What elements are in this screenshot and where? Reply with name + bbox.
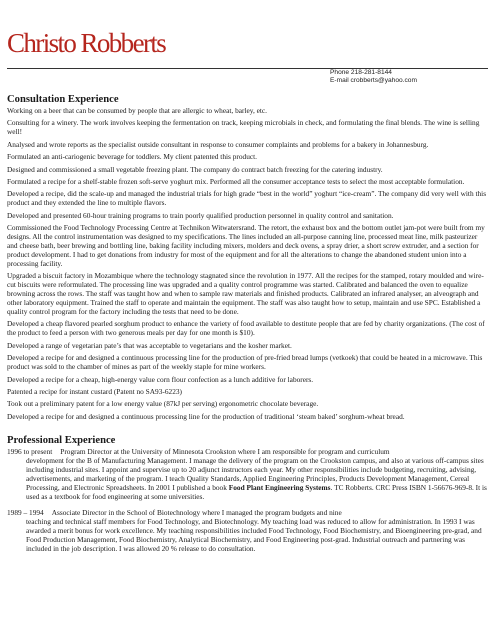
consultation-list: [7, 107, 488, 422]
consultation-item: Designed and commissioned a small vegetable freezing plant. The company do contract batch freezing for the catering industry.: [7, 164, 383, 174]
resume-content: [7, 94, 488, 561]
consultation-item: Developed a recipe for and designed a continuous processing line for the production of pre-fried bread lumps (vetkoek) that could be heated in a microwave. This product was sold to the chamber of mines as part of the weekly staple for mine workers.: [7, 353, 483, 372]
consultation-item: Developed a cheap flavored pearled sorghum product to enhance the variety of food available to destitute people that are fed by charity organizations. (The cost of the product to feed a person with two generous meals per day for one month is $10).: [7, 319, 485, 338]
consultation-heading: Consultation Experience: [7, 94, 119, 105]
consultation-item: Developed a range of vegetarian pate’s that was acceptable to vegetarians and the kosher market.: [7, 340, 292, 350]
consultation-item: Developed a recipe, did the scale-up and managed the industrial trials for high grade “best in the world” yoghurt “ice-cream”. The company did very well with this product and they extended the line to multiple flavors.: [7, 189, 487, 208]
consultation-item: Developed a recipe for and designed a continuous processing line for the production of traditional ‘steam baked’ sorghum-wheat bread.: [7, 411, 405, 421]
consultation-item: Developed a recipe for a cheap, high-energy value corn flour confection as a lunch additive for laborers.: [7, 374, 314, 384]
job-description-text: . TC Robberts. CRC Press ISBN 1-56676-969-8. It is used as a textbook for food engineering at some universities.: [26, 482, 487, 501]
contact-block: [330, 69, 417, 85]
job-description: teaching and technical staff members for Food Technology, and Biotechnology. My teaching load was reduced to allow for administration. In 1993 I was awarded a merit bonus for work excellence. My teaching responsibilities included Food Technology, Food Biochemistry, and Bioengineering pre-grad, and Food Production Management, Food Biochemistry, Analytical Biochemistry, and Food Engineering post-grad. Industrial outreach and partnering was included in the job description. I was allowed 20 % release to do consultation.: [26, 516, 482, 553]
consultation-item: Took out a preliminary patent for a low energy value (87kJ per serving) ergonometric chocolate beverage.: [7, 399, 319, 409]
consultation-item: Commissioned the Food Technology Processing Centre at Technikon Witwatersrand. The retort, the exhaust box and the bottom outlet jam-pot were built from my designs. All the control instrumentation was designed to my specifications. The lines included an all-purpose canning line, processed meat line, milk pasteurizer and cheese bath, beer brewing and bottling line, baking facility including mixers, molders and deck ovens, a spray drier, a short screw extruder, and a section for product development. I had to get donations from industry for most of the equipment and for all the alterations to change the abandoned student union into a processing facility.: [7, 223, 485, 268]
job-entry: [7, 509, 488, 554]
job-title-line: Associate Director in the School of Biotechnology where I managed the program budgets and nine: [51, 507, 342, 517]
consultation-item: Analysed and wrote reports as the specialist outside consultant in response to consumer complaints and problems for a bakery in Johannesburg.: [7, 139, 429, 149]
phone-text: Phone 218-281-8144: [330, 69, 392, 76]
job-description: [7, 457, 488, 502]
job-description-text: development for the B of Manufacturing Management. I manage the delivery of the program on the Crookston campus, and also at various off-campus sites including industrial sites. I appoint and supervise up to 20 adjunct instructors each year. My other responsibilities include budgeting, recruiting, advising, advertisements, and marketing of the program. I teach Quality Standards, Applied Engineering Principles, Products Development Management, Cereal Processing, and Electronic Spreadsheets. In 2001 I published a book: [26, 456, 484, 492]
consultation-item: Formulated a recipe for a shelf-stable frozen soft-serve yoghurt mix. Performed all the consumer acceptance tests to select the most acceptable formulation.: [7, 176, 465, 186]
book-title: Food Plant Engineering Systems: [228, 482, 331, 492]
consultation-item: Developed and presented 60-hour training programs to train poorly qualified production personnel in quality control and sanitation.: [7, 210, 394, 220]
job-years: 1996 to present: [7, 447, 53, 457]
consultation-item: Upgraded a biscuit factory in Mozambique where the technology stagnated since the revolution in 1977. All the recipes for the stamped, rotary moulded and wire-cut biscuits were reformulated. The processing line was upgraded and a quality control programme was started. Calibrated and balanced the oven to equalize browning across the rows. The staff was taught how and when to sample raw materials and finished products. Calibrated an infrared analyser, an alveograph and other laboratory equipment. Trained the staff to operate and maintain the equipment. The staff was also taught how to setup, maintain and use SPC. Established a quality control program for the factory including the tests that need to be done.: [7, 271, 484, 317]
candidate-name: Christo Robberts: [7, 28, 166, 58]
job-entry: [7, 448, 488, 502]
consultation-item: Formulated an anti-cariogenic beverage for toddlers. My client patented this product.: [7, 152, 258, 162]
job-years: 1989 – 1994: [7, 507, 44, 517]
consultation-item: Patented a recipe for instant custard (Patent no SA93-6223): [7, 386, 182, 396]
email-text: E-mail crobberts@yahoo.com: [330, 77, 417, 84]
consultation-item: Working on a beer that can be consumed by people that are allergic to wheat, barley, etc.: [7, 106, 268, 115]
professional-heading: Professional Experience: [7, 435, 116, 447]
consultation-item: Consulting for a winery. The work involves keeping the fermentation on track, keeping microbials in check, and formulating the final blends. The wine is selling well!: [7, 118, 480, 137]
job-title-line: Program Director at the University of Minnesota Crookston where I am responsible for program and curriculum: [60, 447, 390, 457]
